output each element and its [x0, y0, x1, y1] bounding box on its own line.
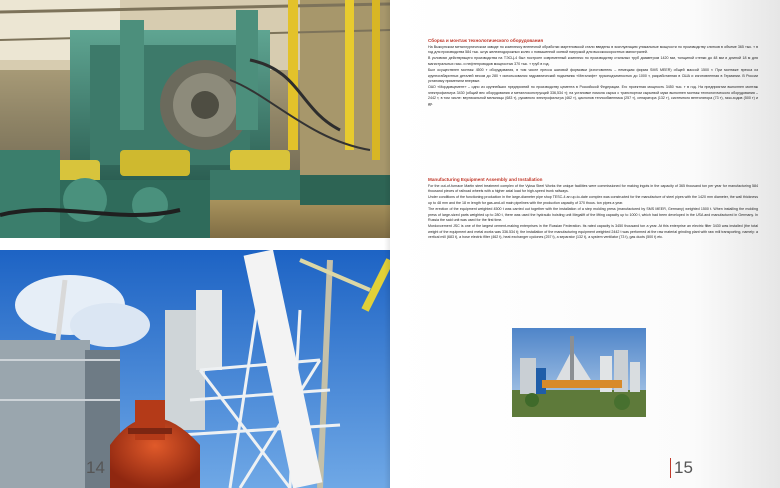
english-section [428, 177, 758, 242]
russian-paragraph: Был осуществлен монтаж 4500 т оборудования, в том числе пресса шаговой формовки (изготовитель – немецкая фирма SMS MEER) общей массой 1500 т. При монтаже пресса из крупногабаритных деталей весом до 280 т использовался гидравлический подъемник «Мегалифт» грузоподъемностью до 1000 т, разработанная в США и изготовленная в Германии. В России установку применили впервые. [428, 67, 758, 84]
english-paragraph: Mordovcement JSC is one of the largest cement-making enterprises in the Russian Federation. Its rated capacity is 3450 thousand ton a year. At this enterprise an electric filter 3430 was installed (the total weight of the equipment and metal works was 336.534 t); the installation of the manufacturing equipment weighted 2442 t was performed at the raw material grinding plant with raw mill transporting, namely: a vertical mill (683 t), a hose electric filter (462 t), heat exchanger cyclones (257 t), a separator (132 t), a system ventilator (73 t), gas ducts (500 t) etc. [428, 224, 758, 240]
right-page-number: 15 [670, 458, 693, 478]
english-section-heading: Manufacturing Equipment Assembly and Installation [428, 177, 543, 182]
steel-structure-photo [0, 250, 390, 488]
english-paragraph: For the out-of-furnace Martin steel treatment complex of the Vyksa Steel Works the unique facilities were commissioned for making ingots in the capacity of 365 thousand ton per year for manufacturing 584 thousand pieces of railroad wheels with a higher axial load for high-speed trunk railways. [428, 183, 758, 194]
left-page-number: 14 [86, 458, 105, 477]
russian-paragraph: На Выксунском металлургическом заводе по комплексу внепечной обработки мартеновской стали введены в эксплуатацию уникальные мощности по производству слитков в объеме 365 тыс. т в год для производства 584 тыс. штук железнодорожных колес с повышенной осевой нагрузкой для высокоскоростных магистралей. [428, 44, 758, 55]
russian-section-heading: Сборка и монтаж технологического оборудования [428, 38, 544, 43]
english-paragraph: Under conditions of the functioning production in the large-diameter pipe shop TESC-4 an up-to-date complex was constructed for the manufacture of steel pipes with the 1420 mm diameter, the wall thickness up to 48 mm and the 18 m length for gas-and-oil main pipelines with the production capacity of 370 thous. ton pipes a year. [428, 195, 758, 205]
russian-paragraph: В условиях действующего производства на ТЭСЦ-4 был построен современный комплекс по производству стальных труб диаметром 1420 мм, толщиной стенки до 48 мм и длиной 18 м для магистральных газо- и нефтепроводов мощностью 370 тыс. т труб в год. [428, 56, 758, 66]
press-machinery-photo [0, 0, 390, 238]
english-paragraph: The erection of the equipment weighted 4500 t was carried out together with the installation of a step molding press (manufactured by SMS MEER, Germany) weighted 1500 t. When installing the molding press of large-sized parts weighted up to 280 t, there was used the hydraulic hoisting unit Megalift of the lifting capacity up to 1000 t, which had been developed in the USA and manufactured in Germany. In Russia the said unit was used for the first time. [428, 206, 758, 223]
russian-paragraph: ОАО «Мордовцемент» – одно из крупнейших предприятий по производству цемента в Российской Федерации. Его проектная мощность 3450 тыс. т в год. На предприятии выполнен монтаж электрофильтра 3430 (общий вес оборудования и металлоконструкций 336,534 т); на установке помола сырья с транспортом сырьевой муки выполнен монтаж технологического оборудования – 2442 т, в том числе: вертикальной мельницы (683 т), рукавного электрофильтра (462 т), циклонов теплообменника (257 т), сепаратора (132 т), системного вентилятора (73 т), газо-ходов (500 т) и др. [428, 85, 758, 107]
cement-plant-photo [512, 328, 646, 417]
russian-section [428, 38, 758, 108]
